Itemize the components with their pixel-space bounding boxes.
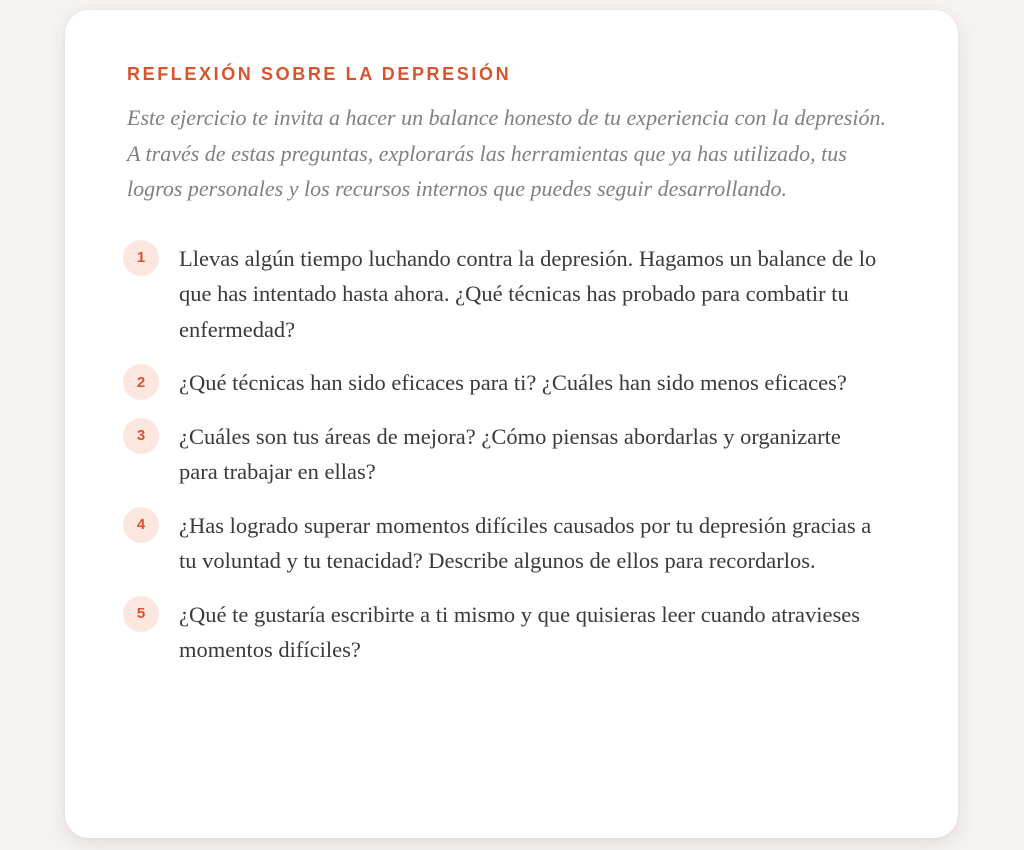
question-text: ¿Qué técnicas han sido eficaces para ti? ¿Cuáles han sido menos eficaces?: [179, 370, 847, 395]
intro-paragraph: Este ejercicio te invita a hacer un balance honesto de tu experiencia con la depresión. A través de estas preguntas, explorarás las herramientas que ya has utilizado, tus logros personales y los recursos internos que puedes seguir desarrollando.: [127, 105, 886, 201]
question-list: [127, 241, 898, 668]
question-number-badge: 2: [123, 364, 159, 400]
question-number-badge: 1: [123, 240, 159, 276]
question-item: [127, 508, 898, 579]
question-number-badge: 5: [123, 596, 159, 632]
question-text: Llevas algún tiempo luchando contra la depresión. Hagamos un balance de lo que has intentado hasta ahora. ¿Qué técnicas has probado para combatir tu enfermedad?: [179, 245, 877, 342]
question-item: [127, 597, 898, 668]
question-text: ¿Qué te gustaría escribirte a ti mismo y que quisieras leer cuando atravieses momentos difíciles?: [179, 601, 860, 662]
question-item: [127, 419, 898, 490]
question-item: [127, 365, 898, 401]
question-text: ¿Has logrado superar momentos difíciles causados por tu depresión gracias a tu voluntad y tu tenacidad? Describe algunos de ellos para recordarlos.: [179, 512, 872, 573]
question-item: [127, 241, 898, 348]
question-number-badge: 4: [123, 507, 159, 543]
reflection-card: [65, 10, 958, 838]
question-text: ¿Cuáles son tus áreas de mejora? ¿Cómo piensas abordarlas y organizarte para trabajar en ellas?: [179, 423, 841, 484]
question-number-badge: 3: [123, 418, 159, 454]
section-title: REFLEXIÓN SOBRE LA DEPRESIÓN: [127, 64, 512, 84]
